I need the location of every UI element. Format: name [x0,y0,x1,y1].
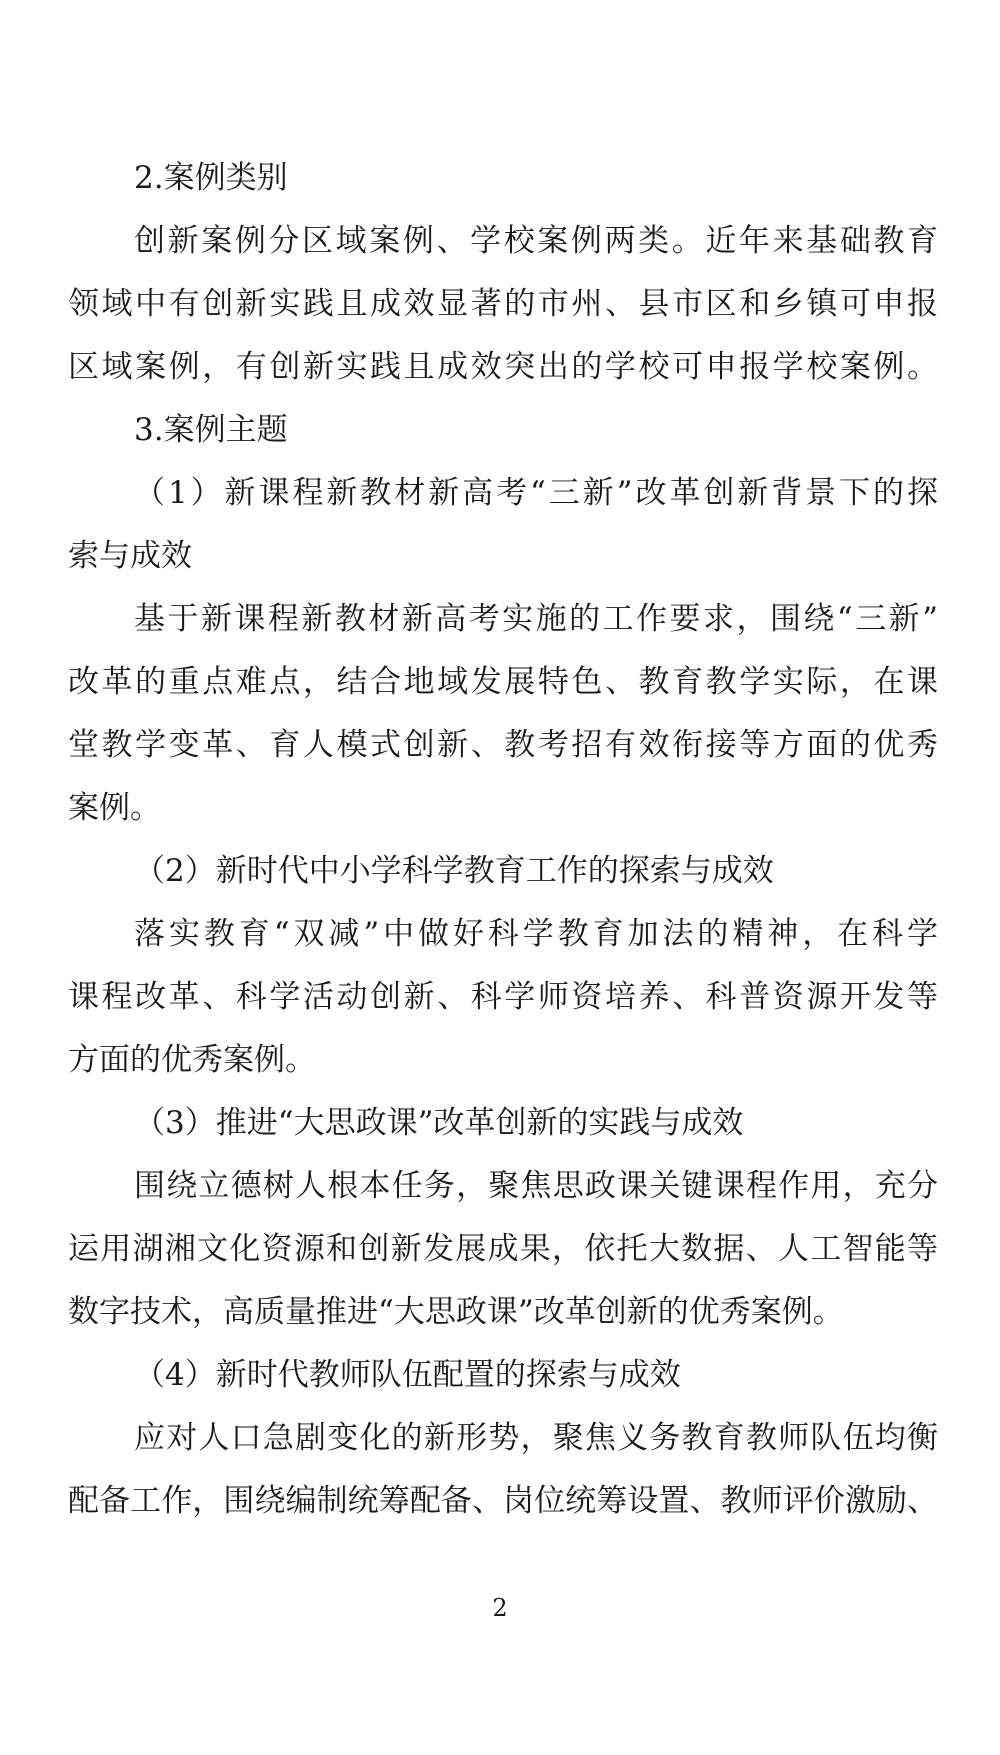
page-number: 2 [492,1594,508,1622]
paragraph-line: 围绕立德树人根本任务，聚焦思政课关键课程作用，充分 [134,1168,938,1204]
paragraph-line: 区域案例，有创新实践且成效突出的学校可申报学校案例。 [68,349,938,385]
subheading-theme-2: （2）新时代中小学科学教育工作的探索与成效 [134,853,774,889]
paragraph-line: 领域中有创新实践且成效显著的市州、县市区和乡镇可申报 [68,286,938,322]
paragraph-line: 创新案例分区域案例、学校案例两类。近年来基础教育 [134,223,938,259]
paragraph-line: 应对人口急剧变化的新形势，聚焦义务教育教师队伍均衡 [134,1420,938,1456]
paragraph-line: 案例。 [68,790,161,826]
paragraph-line: 运用湖湘文化资源和创新发展成果，依托大数据、人工智能等 [68,1231,938,1267]
subheading-theme-3: （3）推进“大思政课”改革创新的实践与成效 [134,1105,744,1141]
subheading-theme-1-continued: 索与成效 [68,538,192,574]
paragraph-line: 改革的重点难点，结合地域发展特色、教育教学实际，在课 [68,664,938,700]
subheading-theme-1: （1）新课程新教材新高考“三新”改革创新背景下的探 [134,475,938,511]
paragraph-line: 方面的优秀案例。 [68,1042,316,1078]
paragraph-line: 数字技术，高质量推进“大思政课”改革创新的优秀案例。 [68,1294,844,1330]
paragraph-line: 堂教学变革、育人模式创新、教考招有效衔接等方面的优秀 [68,727,938,763]
subheading-theme-4: （4）新时代教师队伍配置的探索与成效 [134,1357,681,1393]
paragraph-line: 落实教育“双减”中做好科学教育加法的精神，在科学 [134,916,938,952]
paragraph-line: 配备工作，围绕编制统筹配备、岗位统筹设置、教师评价激励、 [68,1483,938,1519]
paragraph-line: 基于新课程新教材新高考实施的工作要求，围绕“三新” [134,601,938,637]
paragraph-line: 课程改革、科学活动创新、科学师资培养、科普资源开发等 [68,979,938,1015]
heading-case-category: 2.案例类别 [134,160,288,196]
heading-case-theme: 3.案例主题 [134,412,288,448]
